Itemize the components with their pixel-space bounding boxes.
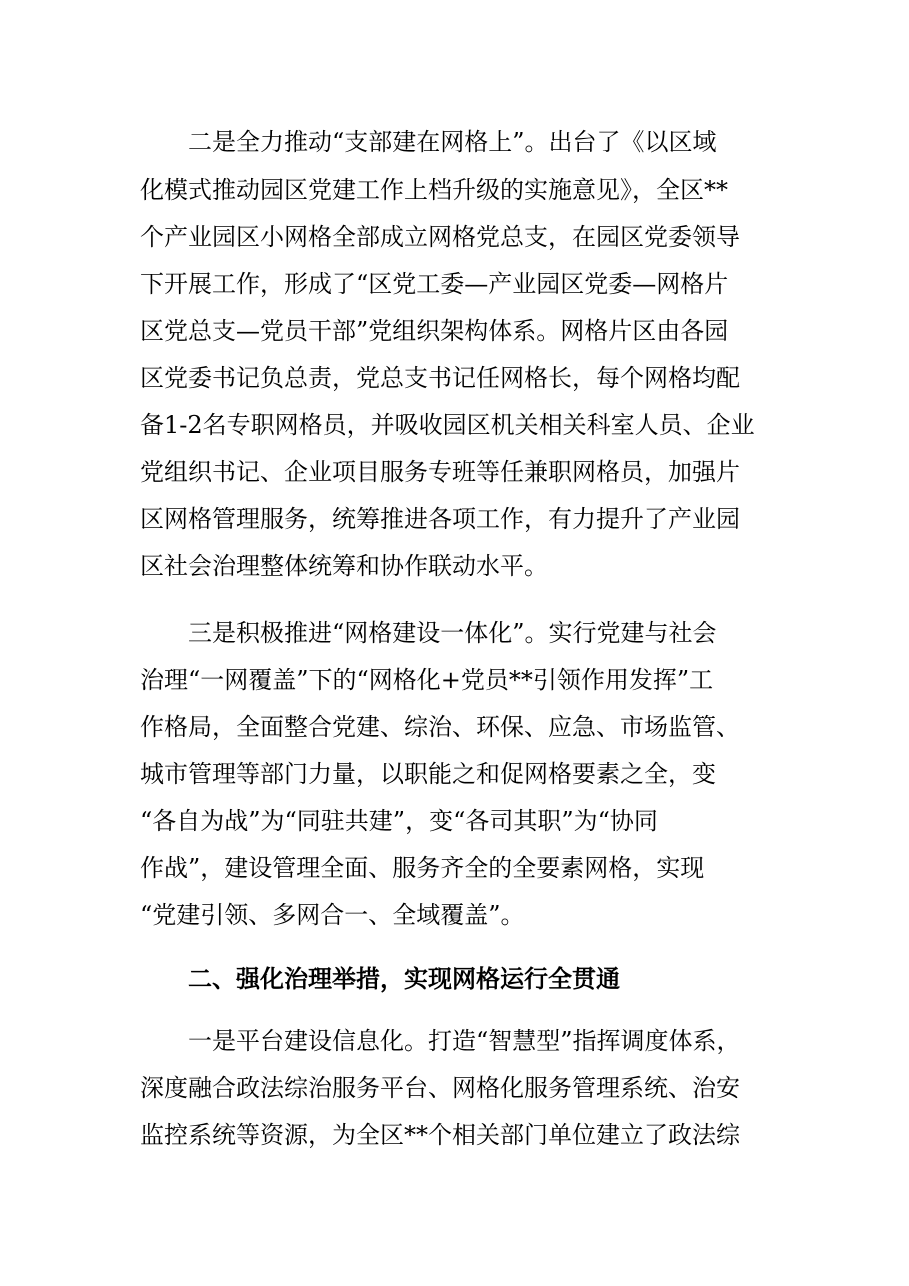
paragraph-line: 治理“一网覆盖”下的“网格化+党员**引领作用发挥”工 bbox=[140, 666, 714, 694]
paragraph-line: 区党总支—党员干部”党组织架构体系。网格片区由各园 bbox=[140, 317, 729, 345]
paragraph-line: 区党委书记负总责，党总支书记任网格长，每个网格均配 bbox=[140, 364, 740, 392]
paragraph-line: 深度融合政法综治服务平台、网格化服务管理系统、治安 bbox=[140, 1074, 740, 1102]
paragraph-line: 一是平台建设信息化。打造“智慧型”指挥调度体系， bbox=[188, 1027, 741, 1055]
paragraph-line: 个产业园区小网格全部成立网格党总支，在园区党委领导 bbox=[140, 223, 740, 251]
paragraph-line: 下开展工作，形成了“区党工委—产业园区党委—网格片 bbox=[140, 270, 729, 298]
paragraph-line: 三是积极推进“网格建设一体化”。实行党建与社会 bbox=[188, 619, 717, 647]
paragraph-line: 备1-2名专职网格员，并吸收园区机关相关科室人员、企业 bbox=[140, 411, 755, 439]
paragraph-line: 二是全力推动“支部建在网格上”。出台了《以区域 bbox=[188, 128, 717, 156]
paragraph-line: 区社会治理整体统筹和协作联动水平。 bbox=[140, 552, 548, 580]
paragraph-line: 城市管理等部门力量，以职能之和促网格要素之全，变 bbox=[140, 760, 716, 788]
paragraph-line: 党组织书记、企业项目服务专班等任兼职网格员，加强片 bbox=[140, 458, 740, 486]
paragraph-line: “各自为战”为“同驻共建”，变“各司其职”为“协同 bbox=[140, 807, 658, 835]
paragraph-line: “党建引领、多网合一、全域覆盖”。 bbox=[140, 901, 525, 929]
section-heading: 二、强化治理举措，实现网格运行全贯通 bbox=[188, 964, 620, 993]
paragraph-line: 作格局，全面整合党建、综治、环保、应急、市场监管、 bbox=[140, 713, 740, 741]
paragraph-line: 监控系统等资源，为全区**个相关部门单位建立了政法综 bbox=[140, 1121, 740, 1149]
paragraph-line: 作战”，建设管理全面、服务齐全的全要素网格，实现 bbox=[140, 854, 705, 882]
paragraph-line: 区网格管理服务，统筹推进各项工作，有力提升了产业园 bbox=[140, 505, 740, 533]
paragraph-line: 化模式推动园区党建工作上档升级的实施意见》，全区** bbox=[140, 176, 728, 204]
